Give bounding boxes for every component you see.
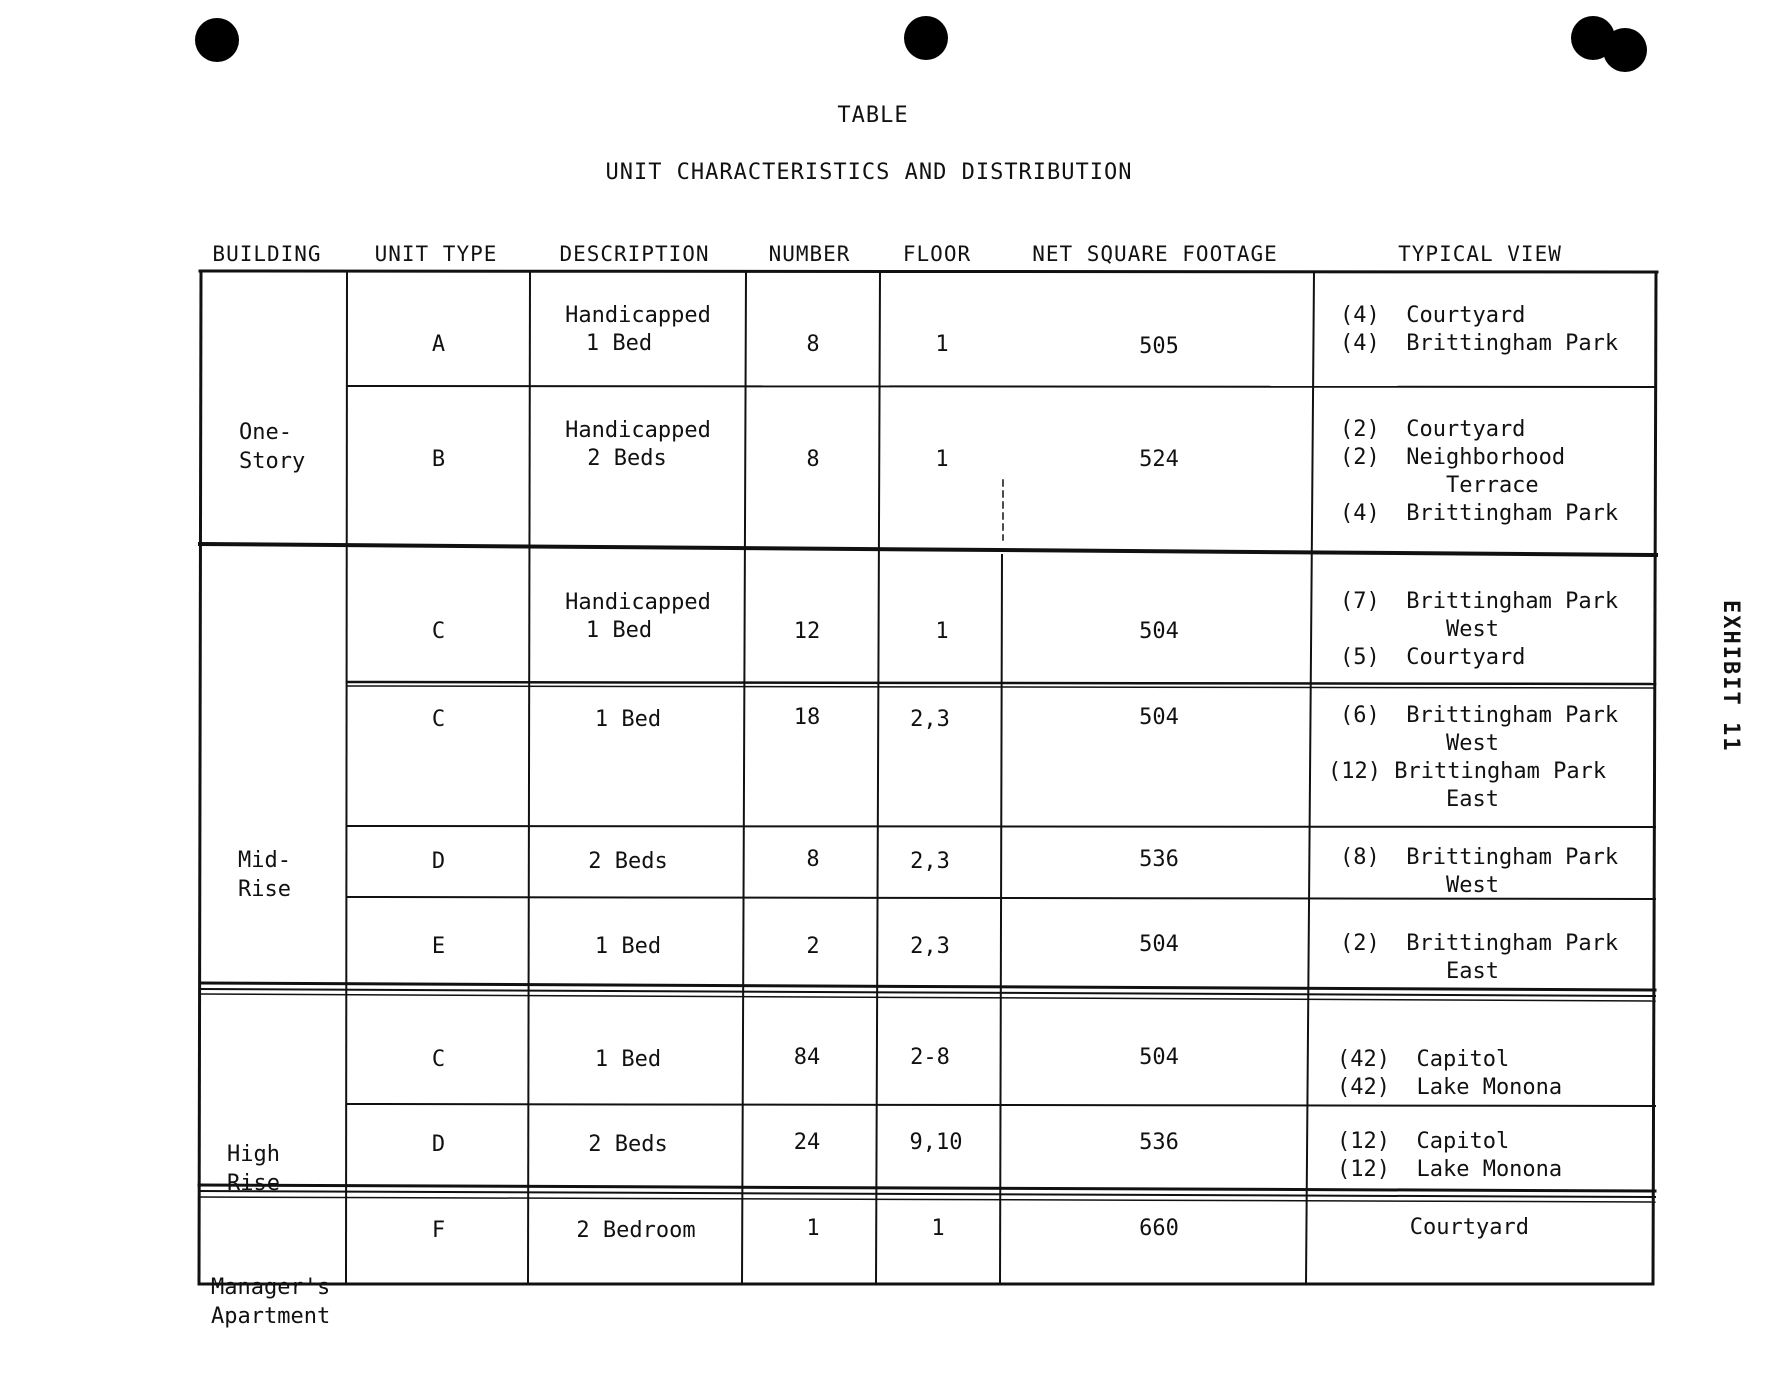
unit-type-cell: B xyxy=(431,447,446,472)
unit-type-cell: A xyxy=(431,332,446,357)
net-square-footage-cell: 536 xyxy=(1139,1130,1179,1155)
net-square-footage-cell: 524 xyxy=(1139,447,1179,472)
net-square-footage-cell: 660 xyxy=(1139,1216,1179,1241)
table-label: TABLE xyxy=(837,103,909,128)
header-typical-view: TYPICAL VIEW xyxy=(1398,242,1562,266)
building-managers-apartment: Manager's Apartment xyxy=(211,1275,331,1329)
net-square-footage-cell: 504 xyxy=(1139,932,1179,957)
header-unit-type: UNIT TYPE xyxy=(374,242,498,266)
description-cell: 2 Beds xyxy=(588,849,668,874)
header-floor: FLOOR xyxy=(902,242,972,266)
net-square-footage-cell: 505 xyxy=(1139,334,1179,359)
description-cell: Handicapped 1 Bed xyxy=(565,303,711,356)
unit-type-cell: D xyxy=(431,1132,446,1157)
number-cell: 24 xyxy=(793,1130,821,1155)
number-cell: 18 xyxy=(793,705,821,730)
unit-type-cell: F xyxy=(431,1218,446,1243)
net-square-footage-cell: 504 xyxy=(1139,619,1179,644)
unit-type-cell: C xyxy=(431,619,446,644)
description-cell: 1 Bed xyxy=(594,934,662,959)
unit-type-cell: C xyxy=(431,707,446,732)
floor-cell: 1 xyxy=(935,619,949,644)
building-one-story: One- Story xyxy=(239,420,306,474)
punch-hole-right-overlap xyxy=(1603,28,1647,72)
number-cell: 2 xyxy=(806,934,820,959)
number-cell: 1 xyxy=(806,1216,820,1241)
number-cell: 84 xyxy=(793,1045,821,1070)
table-title: UNIT CHARACTERISTICS AND DISTRIBUTION xyxy=(605,160,1133,185)
description-cell: 1 Bed xyxy=(594,1047,662,1072)
typical-view-cell: (7) Brittingham Park West (5) Courtyard xyxy=(1340,589,1619,670)
header-net-square-footage: NET SQUARE FOOTAGE xyxy=(1032,242,1278,266)
description-cell: Handicapped 2 Beds xyxy=(565,418,711,471)
number-cell: 12 xyxy=(793,619,821,644)
typical-view-cell: Courtyard xyxy=(1370,1215,1529,1240)
punch-hole-center xyxy=(904,16,948,60)
building-mid-rise: Mid- Rise xyxy=(238,848,291,902)
exhibit-label: EXHIBIT 11 xyxy=(1718,600,1743,753)
description-cell: Handicapped 1 Bed xyxy=(565,590,711,643)
floor-cell: 2,3 xyxy=(910,707,950,732)
floor-cell: 1 xyxy=(935,447,949,472)
unit-type-cell: C xyxy=(431,1047,446,1072)
floor-cell: 2-8 xyxy=(910,1045,950,1070)
net-square-footage-cell: 504 xyxy=(1139,705,1179,730)
floor-cell: 1 xyxy=(931,1216,945,1241)
description-cell: 2 Bedroom xyxy=(576,1218,696,1243)
typical-view-cell: (8) Brittingham Park West xyxy=(1340,845,1619,898)
typical-view-cell: (12) Capitol (12) Lake Monona xyxy=(1337,1129,1563,1182)
net-square-footage-cell: 536 xyxy=(1139,847,1179,872)
header-number: NUMBER xyxy=(768,242,851,266)
unit-type-cell: E xyxy=(431,934,446,959)
floor-cell: 2,3 xyxy=(910,934,950,959)
number-cell: 8 xyxy=(806,847,820,872)
description-cell: 1 Bed xyxy=(594,707,662,732)
floor-cell: 2,3 xyxy=(910,849,950,874)
description-cell: 2 Beds xyxy=(588,1132,668,1157)
typical-view-cell: (6) Brittingham Park West (12) Brittingham Park East xyxy=(1328,703,1619,812)
typical-view-cell: (2) Courtyard (2) Neighborhood Terrace (4) Brittingham Park xyxy=(1340,417,1619,526)
floor-cell: 1 xyxy=(935,332,949,357)
typical-view-cell: (4) Courtyard (4) Brittingham Park xyxy=(1340,303,1619,356)
net-square-footage-cell: 504 xyxy=(1139,1045,1179,1070)
punch-hole-left xyxy=(195,18,239,62)
typical-view-cell: (2) Brittingham Park East xyxy=(1340,931,1619,984)
number-cell: 8 xyxy=(806,447,820,472)
building-high-rise: High Rise xyxy=(227,1142,280,1196)
number-cell: 8 xyxy=(806,332,820,357)
header-building: BUILDING xyxy=(212,242,322,266)
typical-view-cell: (42) Capitol (42) Lake Monona xyxy=(1337,1047,1563,1100)
unit-type-cell: D xyxy=(431,849,446,874)
floor-cell: 9,10 xyxy=(909,1130,963,1155)
header-description: DESCRIPTION xyxy=(559,242,710,266)
